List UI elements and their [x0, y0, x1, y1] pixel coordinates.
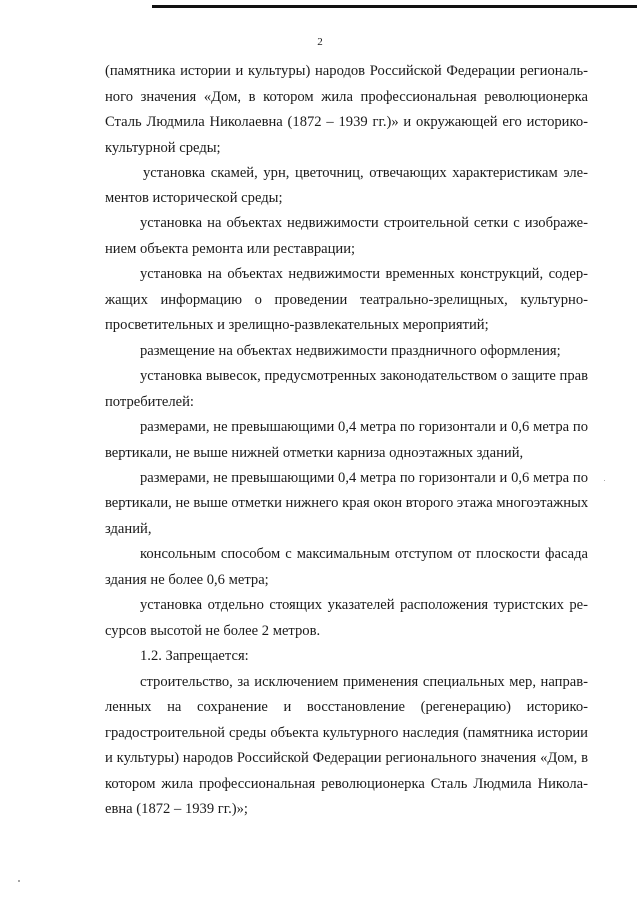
text-line: градостроительной среды объекта культурного наследия (памятника истории [105, 725, 588, 741]
text-line: евна (1872 – 1939 гг.)»; [105, 801, 248, 817]
top-rule [152, 5, 637, 8]
section-heading: 1.2. Запрещается: [140, 648, 249, 664]
text-line: ленных на сохранение и восстановление (регенерацию) историко- [105, 699, 588, 715]
text-line: просветительных и зрелищно-развлекательных мероприятий; [105, 317, 489, 333]
text-line: установка скамей, урн, цветочниц, отвечающих характеристикам эле- [143, 165, 588, 181]
text-line: (памятника истории и культуры) народов Российской Федерации региональ- [105, 63, 588, 79]
text-line: здания не более 0,6 метра; [105, 572, 269, 588]
text-line: сурсов высотой не более 2 метров. [105, 623, 321, 639]
text-line: Сталь Людмила Николаевна (1872 – 1939 гг.)» и окружающей его историко- [105, 114, 588, 130]
text-line: консольным способом с максимальным отступом от плоскости фасада [140, 546, 588, 562]
text-line: размерами, не превышающими 0,4 метра по горизонтали и 0,6 метра по [140, 470, 588, 486]
text-line: установка на объектах недвижимости строительной сетки с изображе- [140, 215, 588, 231]
text-line: вертикали, не выше нижней отметки карниза одноэтажных зданий, [105, 445, 524, 461]
text-line: зданий, [105, 521, 152, 537]
text-line: котором жила профессиональная революционерка Сталь Людмила Никола- [105, 776, 588, 792]
scan-speck [18, 880, 20, 882]
text-line: культурной среды; [105, 140, 221, 156]
scan-speck [604, 480, 605, 481]
text-line: ного значения «Дом, в котором жила профессиональная революционерка [105, 89, 588, 105]
text-line: жащих информацию о проведении театрально-зрелищных, культурно- [105, 292, 588, 308]
text-line: вертикали, не выше отметки нижнего края окон второго этажа многоэтажных [105, 495, 589, 511]
text-line: размещение на объектах недвижимости праздничного оформления; [140, 343, 561, 359]
text-line: размерами, не превышающими 0,4 метра по горизонтали и 0,6 метра по [140, 419, 588, 435]
text-line: установка отдельно стоящих указателей расположения туристских ре- [140, 597, 588, 613]
text-line: и культуры) народов Российской Федерации регионального значения «Дом, в [105, 750, 588, 766]
text-line: строительство, за исключением применения специальных мер, направ- [140, 674, 588, 690]
text-line: установка на объектах недвижимости временных конструкций, содер- [140, 266, 588, 282]
text-line: потребителей: [105, 394, 194, 410]
page-number: 2 [317, 36, 323, 48]
text-line: ментов исторической среды; [105, 190, 283, 206]
text-line: нием объекта ремонта или реставрации; [105, 241, 356, 257]
text-line: установка вывесок, предусмотренных законодательством о защите прав [140, 368, 588, 384]
